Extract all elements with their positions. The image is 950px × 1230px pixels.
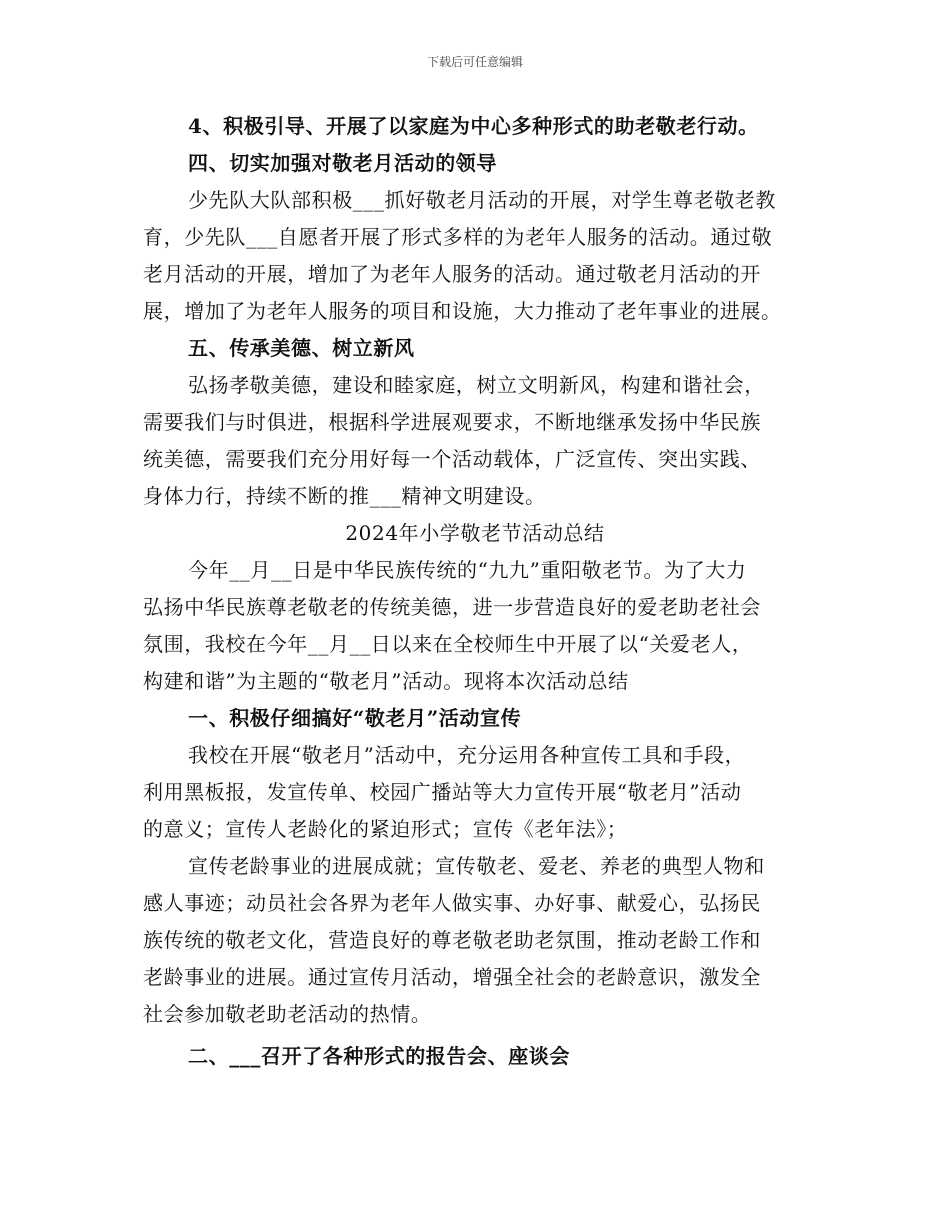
paragraph-line: 弘扬孝敬美德，建设和睦家庭，树立文明新风，构建和谐社会， (188, 373, 765, 397)
section-heading-2: 二、___召开了各种形式的报告会、座谈会 (188, 1044, 570, 1068)
section-heading-1: 一、积极仔细搞好“敬老月”活动宣传 (188, 706, 522, 730)
paragraph-line: 少先队大队部积极___抓好敬老月活动的开展，对学生尊老敬老教 (188, 188, 776, 212)
paragraph-line: 身体力行，持续不断的推___精神文明建设。 (143, 484, 546, 508)
section-heading-5: 五、传承美德、树立新风 (188, 336, 415, 360)
paragraph-line: 氛围，我校在今年__月__日以来在全校师生中开展了以“关爱老人， (143, 632, 753, 656)
paragraph-line: 育，少先队___自愿者开展了形式多样的为老年人服务的活动。通过敬 (143, 225, 773, 249)
list-item-4: 4、积极引导、开展了以家庭为中心多种形式的助老敬老行动。 (188, 114, 759, 138)
paragraph-line: 构建和谐”为主题的“敬老月”活动。现将本次活动总结 (143, 669, 629, 693)
paragraph-line: 统美德，需要我们充分用好每一个活动载体，广泛宣传、突出实践、 (143, 447, 761, 471)
paragraph-line: 今年__月__日是中华民族传统的“九九”重阳敬老节。为了大力 (188, 558, 747, 582)
paragraph-line: 社会参加敬老助老活动的热情。 (143, 1002, 432, 1026)
paragraph-line: 利用黑板报，发宣传单、校园广播站等大力宣传开展“敬老月”活动 (143, 780, 742, 804)
paragraph-line: 老龄事业的进展。通过宣传月活动，增强全社会的老龄意识，激发全 (143, 965, 761, 989)
paragraph-line: 老月活动的开展，增加了为老年人服务的活动。通过敬老月活动的开 (143, 262, 761, 286)
section-heading-4: 四、切实加强对敬老月活动的领导 (188, 151, 497, 175)
paragraph-line: 宣传老龄事业的进展成就；宣传敬老、爱老、养老的典型人物和 (188, 854, 765, 878)
paragraph-line: 需要我们与时俱进，根据科学进展观要求，不断地继承发扬中华民族 (143, 410, 761, 434)
document-title: 2024年小学敬老节活动总结 (345, 521, 605, 545)
paragraph-line: 我校在开展“敬老月”活动中，充分运用各种宣传工具和手段， (188, 743, 746, 767)
paragraph-line: 族传统的敬老文化，营造良好的尊老敬老助老氛围，推动老龄工作和 (143, 928, 761, 952)
paragraph-line: 感人事迹；动员社会各界为老年人做实事、办好事、献爱心，弘扬民 (143, 891, 761, 915)
paragraph-line: 的意义；宣传人老龄化的紧迫形式；宣传《老年法》； (143, 817, 628, 841)
paragraph-line: 展，增加了为老年人服务的项目和设施，大力推动了老年事业的进展。 (143, 299, 782, 323)
paragraph-line: 弘扬中华民族尊老敬老的传统美德，进一步营造良好的爱老助老社会 (143, 595, 761, 619)
page-header: 下载后可任意编辑 (426, 55, 523, 69)
